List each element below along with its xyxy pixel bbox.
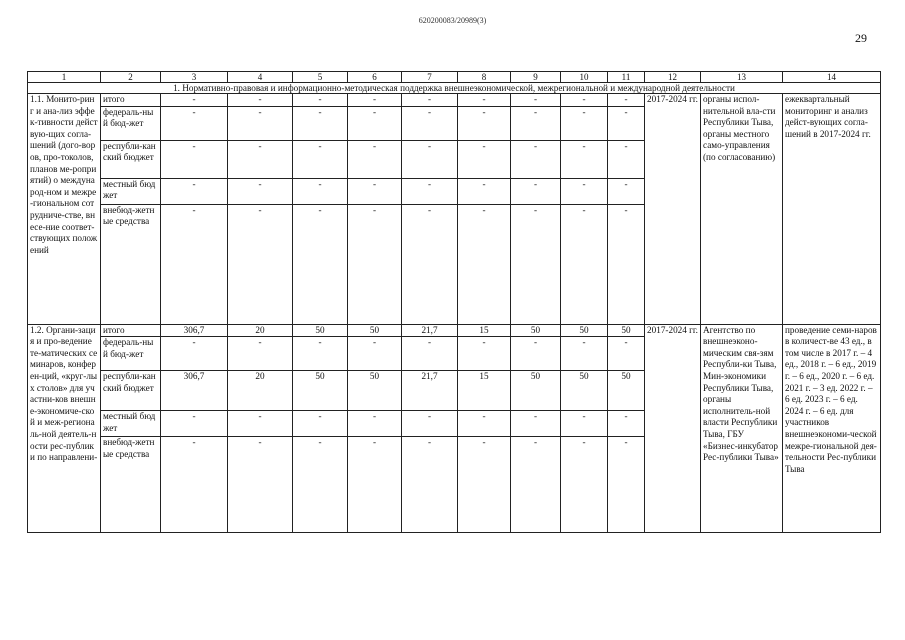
header-cell: 1: [28, 72, 101, 83]
funding-value: 306,7: [161, 324, 228, 337]
funding-value: -: [608, 204, 645, 324]
funding-value: -: [608, 140, 645, 178]
funding-value: -: [608, 437, 645, 533]
funding-value: -: [402, 411, 458, 437]
funding-value: -: [458, 178, 511, 204]
header-cell: 5: [293, 72, 348, 83]
table-row: [28, 324, 881, 337]
funding-value: -: [293, 94, 348, 107]
funding-value: -: [228, 106, 293, 140]
funding-value: -: [228, 337, 293, 371]
header-cell: 4: [228, 72, 293, 83]
funding-value: -: [458, 106, 511, 140]
funding-value: -: [228, 178, 293, 204]
funding-value: 21,7: [402, 371, 458, 411]
table-row: [28, 94, 881, 107]
funding-value: 50: [561, 371, 608, 411]
funding-source: федераль-ный бюд-жет: [101, 106, 161, 140]
funding-value: -: [161, 106, 228, 140]
funding-value: -: [161, 204, 228, 324]
funding-value: 50: [561, 324, 608, 337]
funding-value: 50: [511, 324, 561, 337]
funding-value: -: [402, 106, 458, 140]
section-row: [28, 83, 881, 94]
funding-value: -: [511, 178, 561, 204]
funding-source: федераль-ный бюд-жет: [101, 337, 161, 371]
funding-source: республи-канский бюджет: [101, 140, 161, 178]
funding-source: местный бюджет: [101, 178, 161, 204]
funding-value: -: [161, 337, 228, 371]
header-cell: 11: [608, 72, 645, 83]
funding-value: -: [511, 140, 561, 178]
funding-value: -: [293, 106, 348, 140]
funding-source: местный бюджет: [101, 411, 161, 437]
measure-name: 1.2. Органи-зация и про-ведение те-матических семинаров, конферен-ций, «круг-лых столов» для участни-ков внешне-экономиче-ской и меж-региональ-ной деятель-ности рес-публики по направлени-: [28, 324, 101, 533]
result: проведение семи-наров в количест-ве 43 ед., в том числе в 2017 г. – 4 ед., 2018 г. – 6 ед., 2019 г. – 6 ед., 2020 г. – 6 ед. 2021 г. – 3 ед. 2022 г. – 6 ед. 2023 г. – 6 ед. 2024 г. – 6 ед. для участников внешнеэкономи-ческой межре-гиональной дея-тельности Рес-публики Тыва: [783, 324, 881, 533]
funding-value: -: [458, 411, 511, 437]
funding-value: -: [348, 106, 402, 140]
funding-value: -: [402, 94, 458, 107]
funding-value: 50: [293, 324, 348, 337]
funding-value: -: [608, 94, 645, 107]
funding-value: -: [458, 94, 511, 107]
funding-value: -: [608, 411, 645, 437]
header-cell: 9: [511, 72, 561, 83]
funding-value: -: [348, 94, 402, 107]
funding-value: 50: [608, 371, 645, 411]
funding-value: -: [402, 337, 458, 371]
header-cell: 10: [561, 72, 608, 83]
funding-value: -: [228, 140, 293, 178]
funding-value: -: [293, 140, 348, 178]
funding-value: -: [228, 411, 293, 437]
program-measures-table: [27, 71, 881, 533]
funding-value: -: [228, 204, 293, 324]
funding-value: -: [511, 411, 561, 437]
funding-value: -: [228, 437, 293, 533]
funding-value: 306,7: [161, 371, 228, 411]
funding-source: внебюд-жетные средства: [101, 204, 161, 324]
section-title: 1. Нормативно-правовая и информационно-методическая поддержка внешнеэкономической, межрегиональной и международной деятельности: [28, 83, 881, 94]
funding-value: 50: [348, 324, 402, 337]
funding-value: -: [402, 178, 458, 204]
funding-value: -: [348, 140, 402, 178]
funding-value: 15: [458, 371, 511, 411]
funding-value: 15: [458, 324, 511, 337]
funding-value: -: [293, 204, 348, 324]
funding-value: -: [458, 337, 511, 371]
funding-value: -: [561, 140, 608, 178]
funding-source: республи-канский бюджет: [101, 371, 161, 411]
funding-value: -: [348, 337, 402, 371]
funding-value: -: [458, 437, 511, 533]
header-cell: 13: [701, 72, 783, 83]
funding-value: 50: [608, 324, 645, 337]
funding-value: -: [561, 106, 608, 140]
funding-value: -: [458, 140, 511, 178]
funding-value: -: [161, 411, 228, 437]
funding-value: -: [511, 437, 561, 533]
funding-value: -: [348, 411, 402, 437]
funding-value: 50: [348, 371, 402, 411]
funding-value: -: [511, 106, 561, 140]
header-number-row: [28, 72, 881, 83]
funding-value: -: [161, 140, 228, 178]
funding-value: -: [561, 204, 608, 324]
funding-value: -: [608, 337, 645, 371]
funding-value: -: [608, 178, 645, 204]
period: 2017-2024 гг.: [645, 324, 701, 533]
funding-value: -: [511, 94, 561, 107]
funding-value: -: [458, 204, 511, 324]
funding-source: внебюд-жетные средства: [101, 437, 161, 533]
funding-value: -: [161, 178, 228, 204]
header-cell: 3: [161, 72, 228, 83]
header-cell: 7: [402, 72, 458, 83]
document-id: 620200083/20989(3): [418, 16, 487, 25]
funding-value: 21,7: [402, 324, 458, 337]
measure-name: 1.1. Монито-ринг и ана-лиз эффек-тивности действую-щих согла-шений (дого-воров, про-токолов, планов ме-роприятий) о международ-ном и межре-гиональном сотрудниче-стве, внесе-ние соответ-ствующих положений: [28, 94, 101, 325]
funding-value: -: [402, 140, 458, 178]
funding-source: итого: [101, 94, 161, 107]
funding-value: -: [293, 178, 348, 204]
funding-value: -: [511, 204, 561, 324]
funding-value: -: [561, 178, 608, 204]
funding-value: -: [402, 204, 458, 324]
funding-value: -: [402, 437, 458, 533]
funding-value: -: [161, 437, 228, 533]
page-number: 29: [855, 31, 867, 45]
funding-value: 20: [228, 371, 293, 411]
funding-value: -: [561, 94, 608, 107]
funding-source: итого: [101, 324, 161, 337]
header-cell: 2: [101, 72, 161, 83]
header-cell: 14: [783, 72, 881, 83]
funding-value: -: [561, 411, 608, 437]
funding-value: -: [293, 411, 348, 437]
funding-value: -: [348, 178, 402, 204]
funding-value: -: [561, 337, 608, 371]
result: ежеквартальный мониторинг и анализ дейст-вующих согла-шений в 2017-2024 гг.: [783, 94, 881, 325]
period: 2017-2024 гг.: [645, 94, 701, 325]
header-cell: 12: [645, 72, 701, 83]
funding-value: -: [293, 337, 348, 371]
funding-value: -: [608, 106, 645, 140]
executors: Агентство по внешнеэконо-мическим свя-зям Республи-ки Тыва, Мин-экономики Республики Тыва, органы исполнитель-ной власти Республики Тыва, ГБУ «Бизнес-инкубатор Рес-публики Тыва»: [701, 324, 783, 533]
funding-value: -: [293, 437, 348, 533]
executors: органы испол-нительной вла-сти Республики Тыва, органы местного само-управления (по согласованию): [701, 94, 783, 325]
funding-value: -: [348, 204, 402, 324]
funding-value: -: [228, 94, 293, 107]
funding-value: 50: [293, 371, 348, 411]
funding-value: -: [348, 437, 402, 533]
header-cell: 8: [458, 72, 511, 83]
funding-value: -: [561, 437, 608, 533]
header-cell: 6: [348, 72, 402, 83]
funding-value: 50: [511, 371, 561, 411]
funding-value: 20: [228, 324, 293, 337]
funding-value: -: [511, 337, 561, 371]
funding-value: -: [161, 94, 228, 107]
